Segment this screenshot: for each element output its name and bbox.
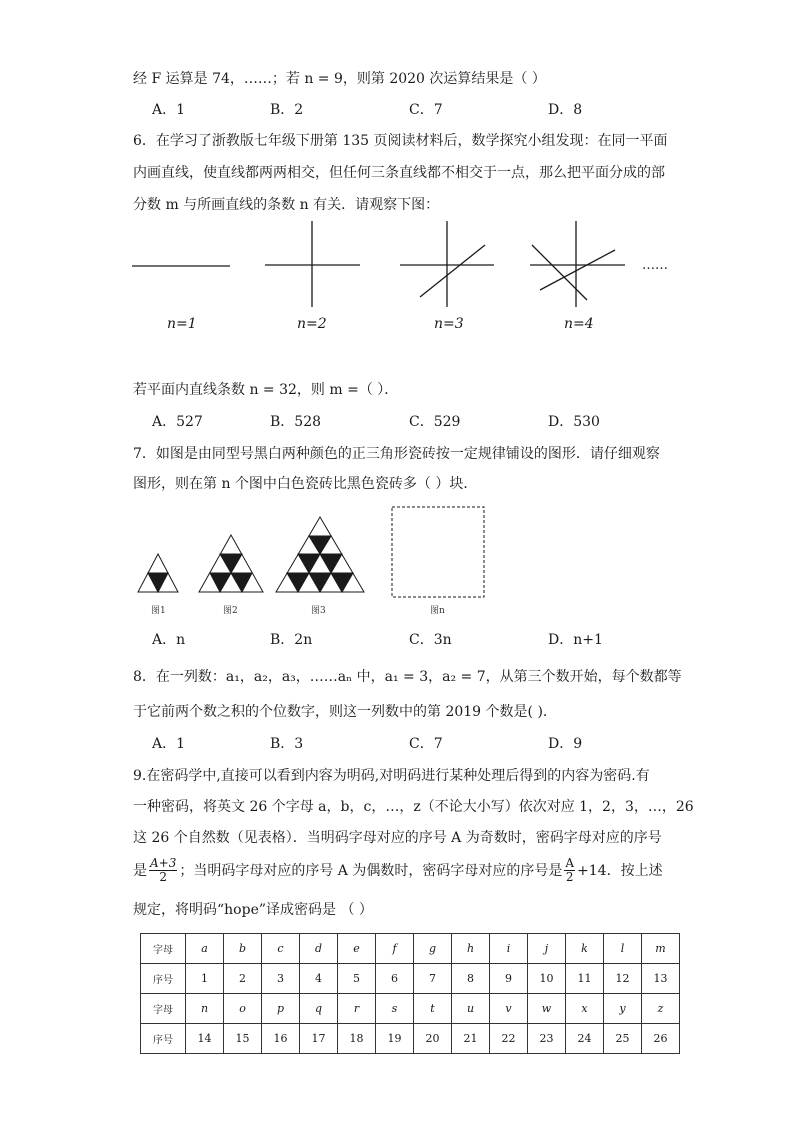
q8-line-2: 于它前两个数之积的个位数字，则这一列数中的第 2019 个数是( ).: [133, 704, 548, 720]
table-cell: 21: [452, 1024, 490, 1054]
q9-line-4-post: +14．按上述: [577, 863, 663, 879]
table-cell: 16: [262, 1024, 300, 1054]
table-cell: g: [414, 934, 452, 964]
table-cell: p: [262, 994, 300, 1024]
even-formula-fraction: [564, 857, 575, 884]
figure-ellipsis: ……: [642, 258, 668, 273]
q7-option-b[interactable]: B．2n: [270, 632, 313, 648]
figure-n4-diagonal-line-1: [540, 250, 615, 290]
table-cell: j: [528, 934, 566, 964]
q9-line-3: 这 26 个自然数（见表格）．当明码字母对应的序号 A 为奇数时，密码字母对应的序号: [133, 830, 662, 846]
figure-label-n1: n=1: [167, 316, 197, 332]
table-cell: l: [604, 934, 642, 964]
figure-caption-2: 图2: [223, 606, 238, 616]
table-cell: 15: [224, 1024, 262, 1054]
q8-option-b[interactable]: B．3: [270, 736, 304, 752]
table-cell: o: [224, 994, 262, 1024]
q5-option-d[interactable]: D．8: [548, 102, 583, 118]
table-row-letters-a-m: [141, 934, 680, 964]
q6-option-a[interactable]: A．527: [152, 414, 203, 430]
odd-formula-numerator: A+3: [150, 855, 177, 870]
table-cell: 14: [186, 1024, 224, 1054]
table-row-letters-n-z: [141, 994, 680, 1024]
table-cell: q: [300, 994, 338, 1024]
row-label: 字母: [141, 994, 186, 1024]
q6-question: 若平面内直线条数 n = 32，则 m =（ ）．: [133, 382, 399, 398]
table-cell: 8: [452, 964, 490, 994]
table-cell: 13: [642, 964, 680, 994]
table-cell: 3: [262, 964, 300, 994]
table-cell: k: [566, 934, 604, 964]
q7-option-d[interactable]: D．n+1: [548, 632, 603, 648]
row-label: 序号: [141, 964, 186, 994]
q9-line-4: [133, 853, 663, 887]
triangle-figure-3: [276, 517, 364, 592]
table-cell: s: [376, 994, 414, 1024]
table-cell: 2: [224, 964, 262, 994]
q7-option-a[interactable]: A．n: [152, 632, 186, 648]
table-cell: 26: [642, 1024, 680, 1054]
table-cell: u: [452, 994, 490, 1024]
table-cell: 9: [490, 964, 528, 994]
triangle-figure-1: [138, 554, 178, 592]
table-cell: v: [490, 994, 528, 1024]
q9-line-4-pre: 是: [133, 863, 147, 879]
q8-option-d[interactable]: D．9: [548, 736, 583, 752]
table-cell: e: [338, 934, 376, 964]
table-cell: m: [642, 934, 680, 964]
q6-line-1: 6．在学习了浙教版七年级下册第 135 页阅读材料后，数学探究小组发现：在同一平面: [133, 133, 668, 149]
table-cell: b: [224, 934, 262, 964]
table-cell: t: [414, 994, 452, 1024]
even-formula-denominator: 2: [565, 869, 574, 884]
table-cell: 25: [604, 1024, 642, 1054]
q6-option-c[interactable]: C．529: [409, 414, 461, 430]
figure-n4-diagonal-line-2: [532, 245, 587, 300]
q7-line-1: 7．如图是由同型号黑白两种颜色的正三角形瓷砖按一定规律铺设的图形．请仔细观察: [133, 446, 660, 462]
q6-option-d[interactable]: D．530: [548, 414, 600, 430]
table-cell: y: [604, 994, 642, 1024]
q8-option-a[interactable]: A．1: [152, 736, 186, 752]
table-cell: 5: [338, 964, 376, 994]
odd-formula-denominator: 2: [159, 869, 167, 884]
q6-line-3: 分数 m 与所画直线的条数 n 有关．请观察下图：: [133, 197, 440, 213]
triangle-figure-n-placeholder: [392, 507, 484, 597]
q5-option-b[interactable]: B．2: [270, 102, 304, 118]
q6-option-b[interactable]: B．528: [270, 414, 322, 430]
q5-options: [152, 99, 692, 119]
q7-triangle-figures: [130, 505, 500, 605]
table-row-numbers-14-26: [141, 1024, 680, 1054]
table-cell: i: [490, 934, 528, 964]
table-cell: 1: [186, 964, 224, 994]
table-cell: 11: [566, 964, 604, 994]
table-cell: 22: [490, 1024, 528, 1054]
q8-line-1: 8．在一列数：a₁，a₂，a₃，……aₙ 中，a₁ = 3，a₂ = 7，从第三个数开始，每个数都等: [133, 669, 682, 685]
table-cell: a: [186, 934, 224, 964]
table-cell: r: [338, 994, 376, 1024]
table-cell: x: [566, 994, 604, 1024]
table-cell: w: [528, 994, 566, 1024]
q9-line-1: 9.在密码学中,直接可以看到内容为明码,对明码进行某种处理后得到的内容为密码.有: [133, 768, 650, 784]
figure-label-n3: n=3: [434, 316, 464, 332]
figure-caption-n: 图n: [430, 606, 445, 616]
figure-label-n4: n=4: [564, 316, 594, 332]
table-cell: c: [262, 934, 300, 964]
figure-caption-3: 图3: [311, 606, 326, 616]
odd-formula-fraction: [149, 857, 177, 884]
q9-line-2: 一种密码，将英文 26 个字母 a，b，c，…，z（不论大小写）依次对应 1，2，3，…，26: [133, 799, 694, 815]
q6-options: [152, 411, 692, 431]
table-cell: d: [300, 934, 338, 964]
q7-options: [152, 629, 692, 649]
q5-option-c[interactable]: C．7: [409, 102, 443, 118]
q9-line-5: 规定，将明码“hope”译成密码是 （ ）: [133, 902, 373, 918]
table-cell: 17: [300, 1024, 338, 1054]
table-cell: 6: [376, 964, 414, 994]
q7-line-2: 图形，则在第 n 个图中白色瓷砖比黑色瓷砖多（ ）块．: [133, 476, 478, 492]
q8-option-c[interactable]: C．7: [409, 736, 443, 752]
table-cell: 4: [300, 964, 338, 994]
table-row-numbers-1-13: [141, 964, 680, 994]
table-cell: 10: [528, 964, 566, 994]
q6-line-2: 内画直线，使直线都两两相交，但任何三条直线都不相交于一点，那么把平面分成的部: [133, 165, 665, 181]
row-label: 字母: [141, 934, 186, 964]
q8-options: [152, 733, 692, 753]
table-cell: h: [452, 934, 490, 964]
table-cell: 18: [338, 1024, 376, 1054]
q6-lines-figure: [120, 215, 690, 315]
q7-option-c[interactable]: C．3n: [409, 632, 452, 648]
table-cell: n: [186, 994, 224, 1024]
table-cell: f: [376, 934, 414, 964]
cipher-table: [140, 933, 680, 1054]
triangle-figure-2: [199, 535, 263, 592]
table-cell: 19: [376, 1024, 414, 1054]
table-cell: 24: [566, 1024, 604, 1054]
table-cell: 7: [414, 964, 452, 994]
table-cell: 23: [528, 1024, 566, 1054]
figure-label-n2: n=2: [297, 316, 327, 332]
table-cell: z: [642, 994, 680, 1024]
table-cell: 12: [604, 964, 642, 994]
figure-n3-diagonal-line: [420, 245, 485, 297]
row-label: 序号: [141, 1024, 186, 1054]
q5-tail-line: 经 F 运算是 74，……；若 n = 9，则第 2020 次运算结果是（ ）: [133, 71, 546, 87]
q9-line-4-mid: ；当明码字母对应的序号 A 为偶数时，密码字母对应的序号是: [179, 863, 563, 879]
figure-caption-1: 图1: [151, 606, 166, 616]
q5-option-a[interactable]: A．1: [152, 102, 186, 118]
table-cell: 20: [414, 1024, 452, 1054]
even-formula-numerator: A: [565, 855, 575, 870]
